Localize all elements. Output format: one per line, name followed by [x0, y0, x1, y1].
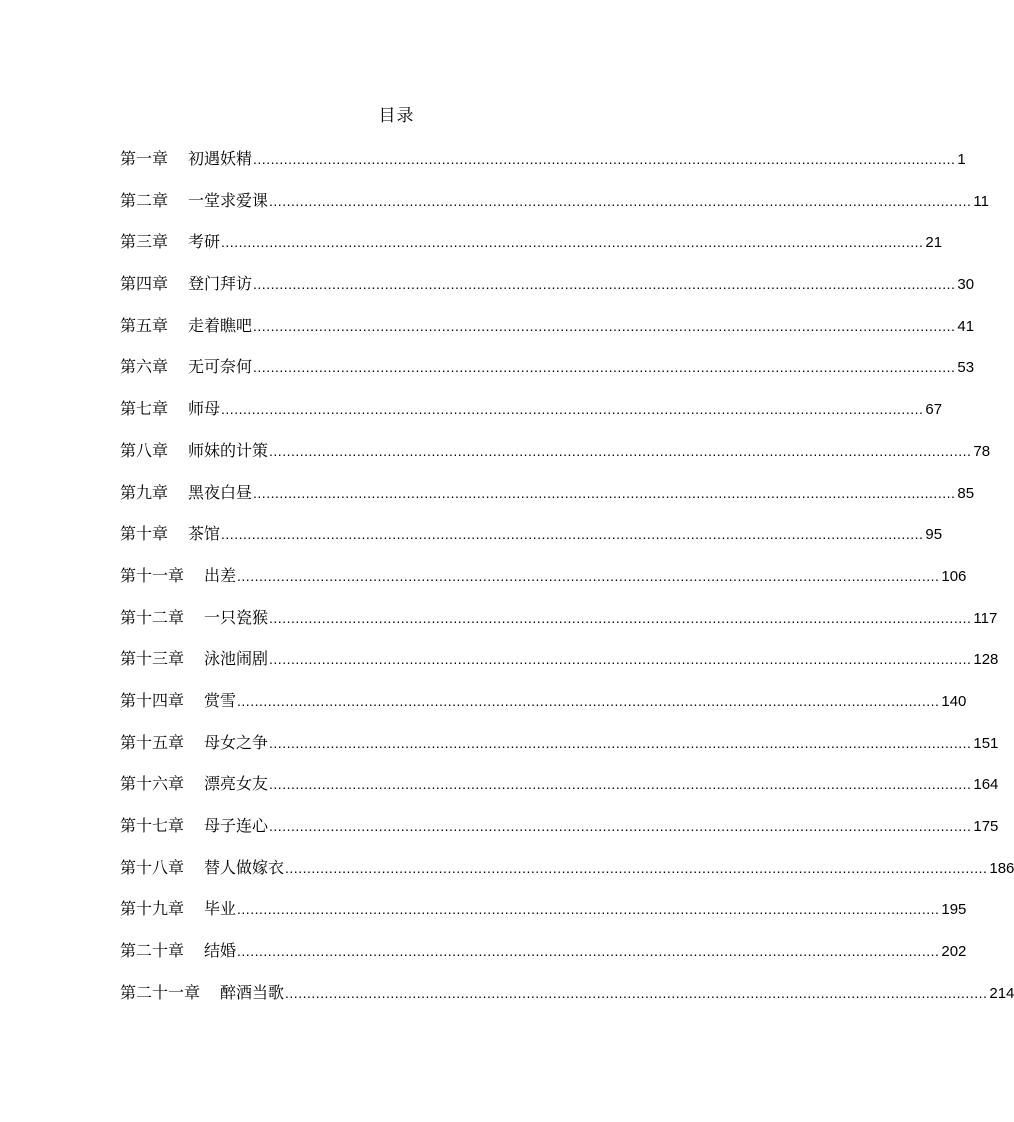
- chapter-number: 第四章: [120, 274, 169, 294]
- toc-entry[interactable]: [120, 354, 975, 396]
- chapter-number: 第二章: [120, 190, 169, 210]
- chapter-number: 第十七章: [120, 816, 185, 835]
- dot-leader: ................................................................................................................................................................: [253, 151, 956, 167]
- toc-entry[interactable]: [120, 938, 967, 980]
- page-number: 214: [989, 984, 1014, 1002]
- dot-leader: ................................................................................................................................................................: [269, 442, 972, 459]
- dot-leader: ................................................................................................................................................................: [237, 901, 940, 918]
- toc-entry[interactable]: [120, 813, 999, 855]
- chapter-number: 第十八章: [120, 857, 185, 877]
- toc-list: [120, 146, 1014, 1021]
- chapter-number: 第十章: [120, 524, 169, 544]
- dot-leader: ................................................................................................................................................................: [253, 484, 956, 501]
- toc-entry[interactable]: [120, 438, 991, 480]
- chapter-number: 第三章: [120, 232, 169, 252]
- toc-entry[interactable]: [120, 771, 999, 813]
- chapter-title: 考研: [188, 232, 221, 252]
- chapter-title: 走着瞧吧: [188, 315, 253, 335]
- chapter-title: 醉酒当歌: [220, 982, 285, 1002]
- page-number: 140: [941, 692, 967, 710]
- chapter-number: 第二十章: [120, 941, 185, 961]
- dot-leader: ................................................................................................................................................................: [237, 692, 940, 709]
- chapter-number: 第十二章: [120, 607, 185, 627]
- chapter-number: 第十五章: [120, 732, 185, 752]
- page-number: 175: [973, 818, 999, 835]
- chapter-number: 第十九章: [120, 899, 185, 919]
- toc-entry[interactable]: [120, 396, 943, 438]
- toc-entry[interactable]: [120, 646, 999, 688]
- chapter-title: 结婚: [204, 941, 237, 961]
- chapter-number: 第十一章: [120, 565, 185, 585]
- chapter-title: 师母: [188, 399, 221, 419]
- chapter-title: 毕业: [204, 899, 237, 919]
- toc-entry[interactable]: [120, 188, 989, 230]
- chapter-title: 出差: [204, 565, 237, 585]
- dot-leader: ................................................................................................................................................................: [269, 734, 972, 751]
- page-number: 21: [925, 234, 943, 252]
- page-number: 95: [925, 526, 943, 544]
- toc-entry[interactable]: [120, 896, 967, 938]
- chapter-number: 第七章: [120, 399, 169, 419]
- dot-leader: ................................................................................................................................................................: [269, 818, 972, 834]
- page-number: 11: [973, 192, 989, 210]
- toc-entry[interactable]: [120, 605, 998, 647]
- toc-entry[interactable]: [120, 480, 975, 522]
- toc-entry[interactable]: [120, 313, 975, 355]
- chapter-title: 母女之争: [204, 732, 269, 752]
- toc-entry[interactable]: [120, 688, 967, 730]
- chapter-title: 无可奈何: [188, 357, 253, 377]
- chapter-number: 第八章: [120, 440, 169, 460]
- toc-entry[interactable]: [120, 980, 1014, 1022]
- page-number: 128: [973, 651, 999, 669]
- page-number: 41: [957, 317, 975, 335]
- toc-entry[interactable]: [120, 271, 975, 313]
- chapter-number: 第五章: [120, 315, 169, 335]
- toc-entry[interactable]: [120, 730, 999, 772]
- page-number: 117: [973, 609, 998, 627]
- page-number: 85: [957, 484, 975, 502]
- page-number: 186: [989, 859, 1014, 877]
- page-number: 202: [941, 943, 967, 961]
- dot-leader: ................................................................................................................................................................: [285, 859, 988, 876]
- dot-leader: ................................................................................................................................................................: [269, 192, 972, 209]
- dot-leader: ................................................................................................................................................................: [221, 234, 924, 251]
- dot-leader: ................................................................................................................................................................: [269, 776, 972, 793]
- page-number: 78: [973, 442, 991, 460]
- chapter-number: 第十三章: [120, 649, 185, 669]
- page-number: 106: [941, 567, 967, 585]
- dot-leader: ................................................................................................................................................................: [285, 984, 988, 1001]
- chapter-title: 黑夜白昼: [188, 482, 253, 502]
- dot-leader: ................................................................................................................................................................: [253, 317, 956, 334]
- page-number: 164: [973, 776, 999, 794]
- dot-leader: ................................................................................................................................................................: [221, 401, 924, 418]
- toc-entry[interactable]: [120, 146, 966, 188]
- page-number: 53: [957, 359, 975, 377]
- chapter-number: 第十四章: [120, 690, 185, 710]
- dot-leader: ................................................................................................................................................................: [237, 943, 940, 960]
- chapter-number: 第九章: [120, 482, 169, 502]
- chapter-title: 师妹的计策: [188, 440, 269, 460]
- chapter-title: 一堂求爱课: [188, 190, 269, 210]
- toc-title: 目录: [378, 106, 415, 126]
- chapter-title: 母子连心: [204, 816, 269, 835]
- chapter-title: 泳池闹剧: [204, 649, 269, 669]
- page-number: 195: [941, 901, 967, 919]
- chapter-title: 茶馆: [188, 524, 221, 544]
- dot-leader: ................................................................................................................................................................: [269, 609, 972, 626]
- toc-entry[interactable]: [120, 855, 1014, 897]
- page-number: 30: [957, 276, 975, 294]
- dot-leader: ................................................................................................................................................................: [253, 276, 956, 293]
- chapter-title: 漂亮女友: [204, 774, 269, 794]
- chapter-title: 一只瓷猴: [204, 607, 269, 627]
- chapter-number: 第十六章: [120, 774, 185, 794]
- chapter-number: 第二十一章: [120, 982, 201, 1002]
- toc-entry[interactable]: [120, 229, 943, 271]
- page-number: 67: [925, 401, 943, 419]
- chapter-title: 登门拜访: [188, 274, 253, 294]
- page-number: 1: [957, 151, 966, 168]
- dot-leader: ................................................................................................................................................................: [269, 651, 972, 668]
- toc-entry[interactable]: [120, 563, 967, 605]
- toc-entry[interactable]: [120, 521, 943, 563]
- chapter-title: 替人做嫁衣: [204, 857, 285, 877]
- chapter-number: 第六章: [120, 357, 169, 377]
- chapter-title: 赏雪: [204, 690, 237, 710]
- dot-leader: ................................................................................................................................................................: [237, 567, 940, 584]
- dot-leader: ................................................................................................................................................................: [253, 359, 956, 376]
- chapter-number: 第一章: [120, 149, 169, 168]
- dot-leader: ................................................................................................................................................................: [221, 526, 924, 543]
- chapter-title: 初遇妖精: [188, 149, 253, 168]
- page-number: 151: [973, 734, 999, 752]
